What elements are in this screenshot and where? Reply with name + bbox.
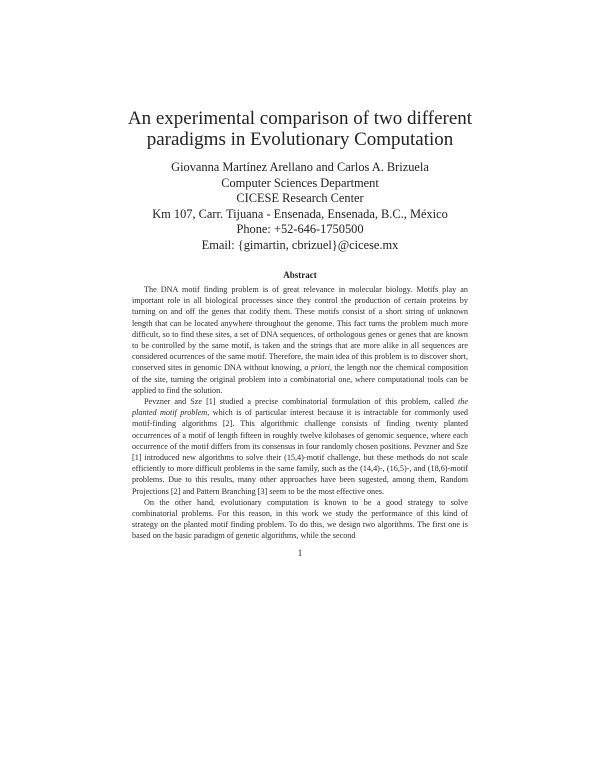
abstract-p2-text-b: , which is of particular interest because it is intractable for commonly used motif-finding algorithms [2]. This algorithmic challenge consists of finding twenty planted occurrences of a motif of length fifteen in roughly twelve kilobases of genomic sequence, where each occurrence of the motif differs from its consensus in four randomly chosen positions. Pevzner and Sze [1] introduced new algorithms to solve their (15,4)-motif challenge, but these methods do not scale efficiently to more difficult problems in the same family, such as the (14,4)-, (16,5)-, and (18,6)-motif problems. Due to this results, many other approaches have been sugested, among them, Random Projections [2] and Pattern Branching [3] seem to be the most effective ones. [132, 408, 468, 496]
author-block [60, 160, 540, 254]
abstract-paragraph-3: On the other hand, evolutionary computation is known to be a good strategy to solve combinatorial problems. For this reason, in this work we study the performance of this kind of strategy on the planted motif finding problem. To do this, we design two algorithms. The first one is based on the basic paradigm of genetic algorithms, while the second [132, 497, 468, 541]
page-number: 1 [297, 548, 303, 558]
author-phone: Phone: +52-646-1750500 [236, 222, 364, 237]
abstract-heading: Abstract [283, 270, 317, 280]
abstract-p2-text-a: Pevzner and Sze [1] studied a precise combinatorial formulation of this problem, called [144, 397, 458, 407]
title-line-2: paradigms in Evolutionary Computation [146, 129, 454, 150]
author-department: Computer Sciences Department [221, 175, 379, 190]
paper-title [100, 108, 500, 150]
author-names: Giovanna Martínez Arellano and Carlos A. Brizuela [171, 160, 429, 174]
author-email: Email: {gimartin, cbrizuel}@cicese.mx [201, 237, 399, 252]
abstract-paragraph-2 [132, 396, 468, 497]
abstract-p1-emphasis: a priori [304, 363, 330, 373]
title-line-1: An experimental comparison of two different [127, 108, 473, 129]
abstract-p2-emphasis: the planted motif problem [132, 397, 468, 418]
abstract-body [132, 284, 468, 542]
abstract-p1-text-a: The DNA motif finding problem is of great relevance in molecular biology. Motifs play an important role in all biological processes since they control the production of certain proteins by turning on and off the genes that codify them. These motifs consist of a short string of unknown length that can be located anywhere throughout the genome. This fact turns the problem much more difficult, so to find these sites, a set of DNA sequences, of orthologous genes or genes that are known to be controlled by the same motif, is taken and the strings that are more alike in all sequences are considered ocurrences of the same motif. Therefore, the main idea of this problem is to discover short, conserved sites in genomic DNA without knowing, [132, 285, 468, 373]
abstract-p1-text-b: , the length nor the chemical composition of the site, turning the original problem into a combinatorial one, where computational tools can be applied to find the solution. [132, 363, 468, 395]
abstract-paragraph-1 [132, 284, 468, 396]
author-address: Km 107, Carr. Tijuana - Ensenada, Ensenada, B.C., México [152, 206, 448, 221]
author-center: CICESE Research Center [236, 191, 364, 206]
